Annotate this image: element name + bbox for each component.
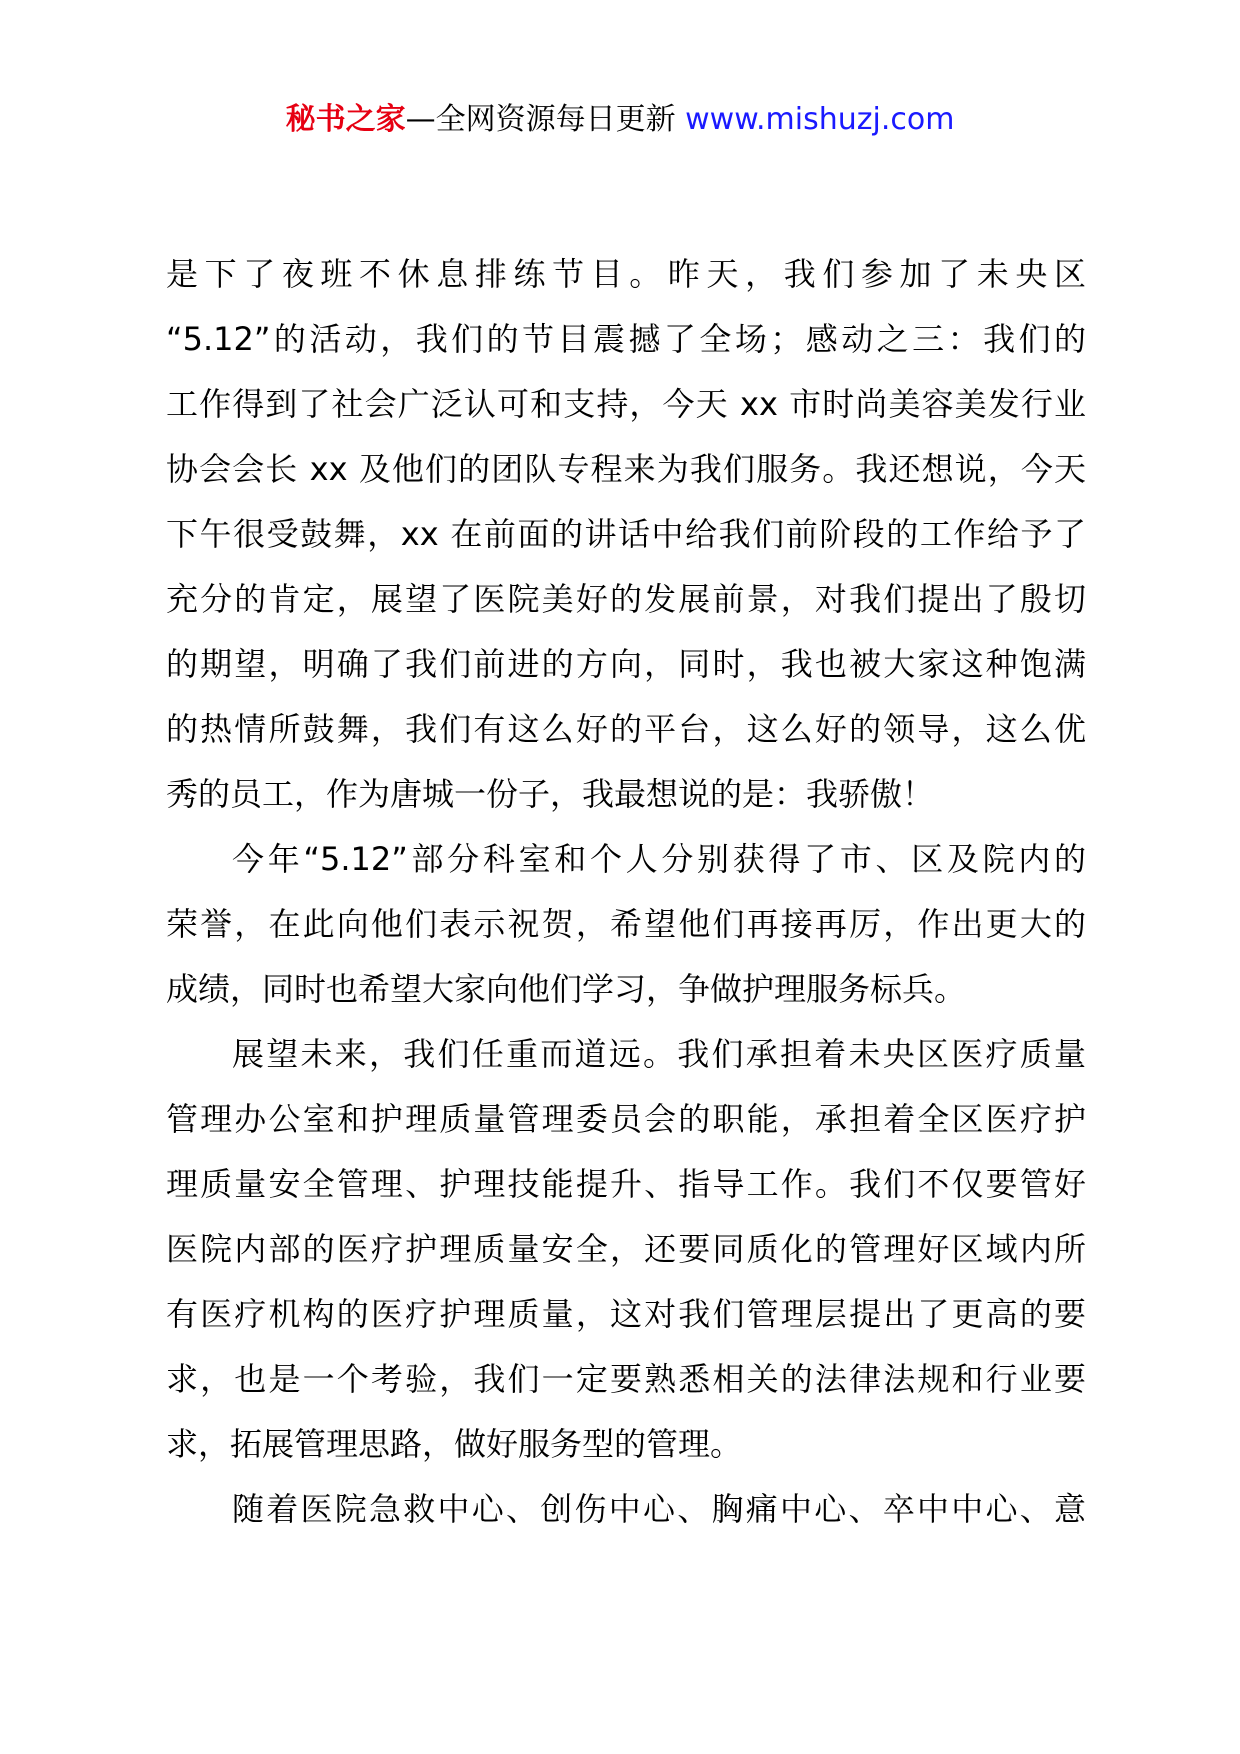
- text-line: 医院内部的医疗护理质量安全，还要同质化的管理好区域内所: [166, 1230, 1086, 1268]
- text-line: 工作得到了社会广泛认可和支持，今天 xx 市时尚美容美发行业: [166, 385, 1086, 423]
- text-line-paragraph-start: 展望未来，我们任重而道远。我们承担着未央区医疗质量: [232, 1035, 1086, 1073]
- page-header: [0, 100, 1240, 140]
- text-line: “5.12”的活动，我们的节目震撼了全场；感动之三：我们的: [166, 320, 1086, 358]
- text-line: 的热情所鼓舞，我们有这么好的平台，这么好的领导，这么优: [166, 710, 1086, 748]
- text-line: 充分的肯定，展望了医院美好的发展前景，对我们提出了殷切: [166, 580, 1086, 618]
- text-line-paragraph-end: 成绩，同时也希望大家向他们学习，争做护理服务标兵。: [166, 970, 967, 1008]
- header-tagline: —全网资源每日更新: [405, 102, 686, 137]
- header-brand: 秘书之家: [285, 102, 406, 137]
- text-line: 的期望，明确了我们前进的方向，同时，我也被大家这种饱满: [166, 645, 1086, 683]
- text-line: 协会会长 xx 及他们的团队专程来为我们服务。我还想说，今天: [166, 450, 1086, 488]
- text-line: 荣誉，在此向他们表示祝贺，希望他们再接再厉，作出更大的: [166, 905, 1086, 943]
- text-line: 是下了夜班不休息排练节目。昨天，我们参加了未央区: [166, 255, 1086, 293]
- text-line: 有医疗机构的医疗护理质量，这对我们管理层提出了更高的要: [166, 1295, 1086, 1333]
- text-line-paragraph-end: 求，拓展管理思路，做好服务型的管理。: [166, 1425, 743, 1463]
- text-line: 理质量安全管理、护理技能提升、指导工作。我们不仅要管好: [166, 1165, 1086, 1203]
- text-line-paragraph-end: 秀的员工，作为唐城一份子，我最想说的是：我骄傲！: [166, 775, 935, 813]
- text-line: 求，也是一个考验，我们一定要熟悉相关的法律法规和行业要: [166, 1360, 1086, 1398]
- text-line-paragraph-start: 随着医院急救中心、创伤中心、胸痛中心、卒中中心、意: [232, 1490, 1086, 1528]
- header-url-link[interactable]: www.mishuzj.com: [685, 102, 955, 137]
- text-line: 管理办公室和护理质量管理委员会的职能，承担着全区医疗护: [166, 1100, 1086, 1138]
- text-line-paragraph-start: 今年“5.12”部分科室和个人分别获得了市、区及院内的: [232, 840, 1086, 878]
- text-line: 下午很受鼓舞，xx 在前面的讲话中给我们前阶段的工作给予了: [166, 515, 1086, 553]
- document-body: [166, 242, 1086, 1542]
